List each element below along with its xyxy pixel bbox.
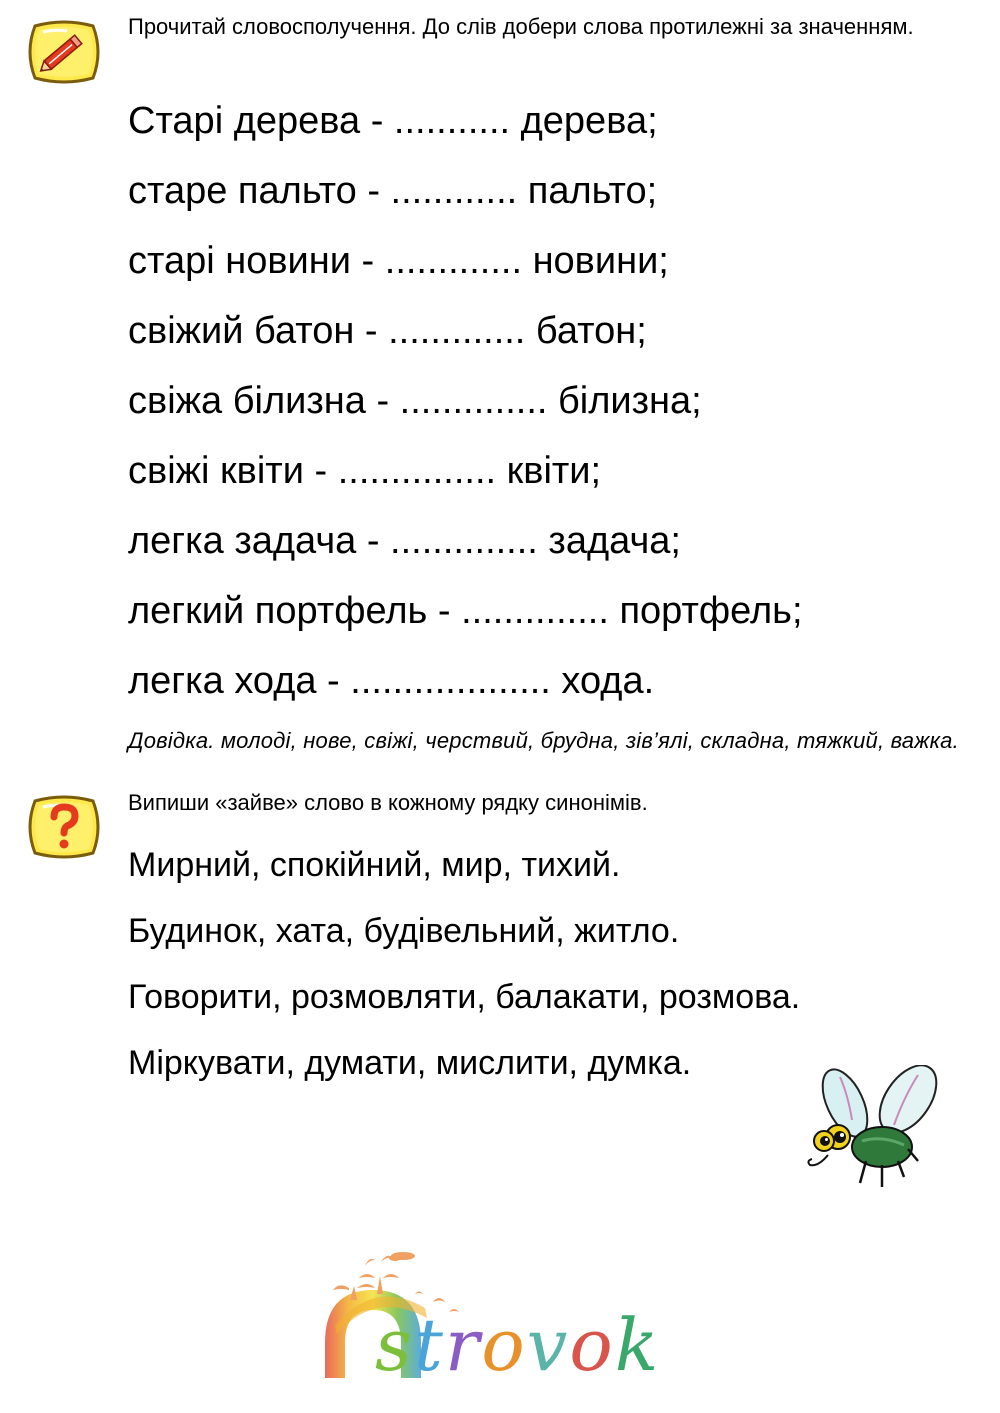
synonym-line: Міркувати, думати, мислити, думка. <box>128 1044 692 1082</box>
logo-letter: v <box>526 1303 570 1387</box>
logo-letter: t <box>413 1303 445 1387</box>
synonym-line: Мирний, спокійний, мир, тихий. <box>128 846 621 884</box>
phrase-line: старе пальто - ............ пальто; <box>128 170 658 212</box>
phrase-line: свіжий батон - ............. батон; <box>128 310 647 352</box>
fly-illustration <box>800 1065 945 1195</box>
pencil-icon <box>25 20 103 84</box>
logo-letter: s <box>375 1303 414 1387</box>
logo-letter: o <box>481 1303 527 1387</box>
question-mark-icon <box>25 795 103 859</box>
logo-letter: o <box>569 1303 615 1387</box>
task1-phrase-list <box>128 90 988 720</box>
synonym-line: Будинок, хата, будівельний, житло. <box>128 912 680 950</box>
task1-instruction: Прочитай словосполучення. До слів добери слова протилежні за значенням. <box>128 14 914 39</box>
phrase-line: легка задача - .............. задача; <box>128 520 681 562</box>
logo-letter: k <box>614 1303 661 1387</box>
task2-synonym-list <box>128 838 988 1102</box>
phrase-line: старі новини - ............. новини; <box>128 240 669 282</box>
logo-wordmark <box>375 1305 660 1385</box>
phrase-line: легка хода - ................... хода. <box>128 660 655 702</box>
phrase-line: свіжа білизна - .............. білизна; <box>128 380 702 422</box>
phrase-line: Старі дерева - ........... дерева; <box>128 100 658 142</box>
logo-letter: r <box>444 1303 482 1387</box>
phrase-line: свіжі квіти - ............... квіти; <box>128 450 602 492</box>
phrase-line: легкий портфель - .............. портфель; <box>128 590 803 632</box>
synonym-line: Говорити, розмовляти, балакати, розмова. <box>128 978 801 1016</box>
task2-instruction: Випиши «зайве» слово в кожному рядку синонімів. <box>128 790 648 815</box>
hint-text: Довідка. молоді, нове, свіжі, черствий, брудна, зів’ялі, складна, тяжкий, важка. <box>128 728 959 753</box>
